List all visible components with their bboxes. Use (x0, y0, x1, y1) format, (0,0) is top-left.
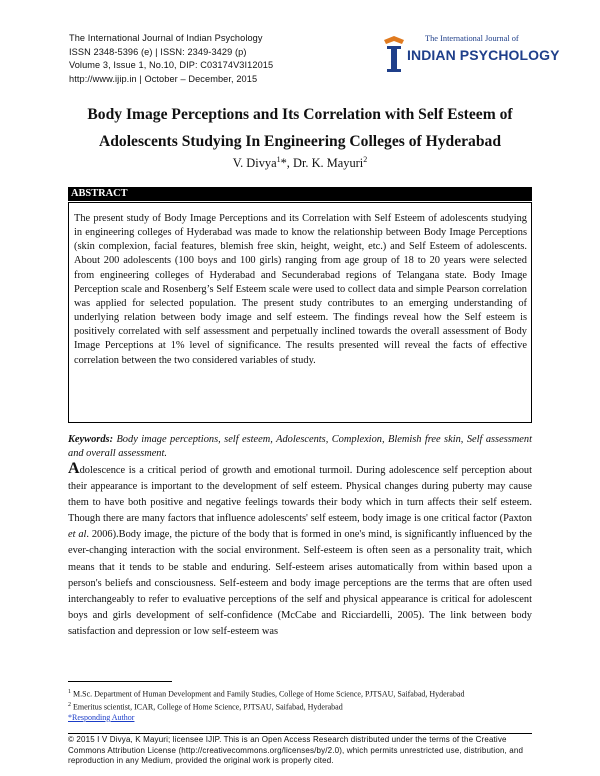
footnote-divider (68, 681, 172, 682)
footnote-1-text: M.Sc. Department of Human Development and Family Studies, College of Home Science, PJTSAU, Saifabad, Hyderabad (71, 689, 465, 699)
title-line-1: Body Image Perceptions and Its Correlation with Self Esteem of (87, 106, 513, 123)
keywords-label: Keywords: (68, 434, 114, 445)
keywords (68, 433, 532, 461)
abstract-box (68, 202, 532, 423)
issn-line: ISSN 2348-5396 (e) | ISSN: 2349-3429 (p) (69, 46, 247, 57)
responding-author-link[interactable]: *Responding Author (68, 712, 135, 722)
logo-small-text: The International Journal of (425, 34, 519, 43)
journal-name: The International Journal of Indian Psychology (69, 33, 263, 43)
keywords-text: Body image perceptions, self esteem, Adolescents, Complexion, Blemish free skin, Self assessment and overall assessment. (68, 434, 532, 460)
footnote-2 (68, 700, 532, 713)
volume-line: Volume 3, Issue 1, No.10, DIP: C03174V3I12015 (69, 60, 274, 71)
journal-logo (381, 30, 560, 76)
author-1: V. Divya (232, 156, 277, 171)
drop-cap: A (68, 460, 80, 477)
author-2-affiliation: 2 (363, 155, 368, 164)
footnote-2-marker: 2 (68, 701, 71, 708)
license-divider (68, 733, 532, 734)
et-al: et al (68, 529, 87, 541)
journal-header (69, 32, 273, 86)
title-line-2: Adolescents Studying In Engineering Colleges of Hyderabad (98, 133, 501, 150)
author-line (60, 155, 540, 171)
logo-emblem-icon (381, 34, 407, 74)
footnote-1 (68, 687, 532, 700)
footnote-2-text: Emeritus scientist, ICAR, College of Home Science, PJTSAU, Saifabad, Hyderabad (71, 702, 343, 712)
license-text: © 2015 I V Divya, K Mayuri; licensee IJIP. This is an Open Access Research distributed under the terms of the Creative Commons Attribution License (http://creativecommons.org/licenses/by/2.0), which permits unrestricted use, distribution, and reproduction in any Medium, provided the original work is properly cited. (68, 735, 524, 766)
corresponding-star: * (280, 156, 287, 171)
author-separator: , (286, 156, 293, 171)
logo-big-text: INDIAN PSYCHOLOGY (407, 47, 560, 63)
body-text-part-1: dolescence is a critical period of growth and emotional turmoil. During adolescence self perception about their appearance is important to the development of self esteem. Physical changes during puberty may cause them to have both positive and negative feelings towards their body which in turn affects their self esteem. Though there are many factors that influence adolescents' self esteem, body image is one critical factor (Paxton (68, 465, 532, 525)
body-paragraph (68, 461, 532, 640)
footnote-1-marker: 1 (68, 689, 71, 695)
author-2: Dr. K. Mayuri (293, 156, 364, 171)
abstract-text: The present study of Body Image Perceptions and its Correlation with Self Esteem of adolescents studying in engineering colleges of Hyderabad was made to know the relationship between Body Image Perceptions (skin complexion, facial features, blemish free skin, height, weight, etc.) and Self Esteem of adolescents. About 200 adolescents (100 boys and 100 girls) ranging from age group of 18 to 20 years were selected from engineering colleges of Hyderabad and Secunderabad regions of Telangana state. Body Image Perception scale and Rosenberg’s Self Esteem scale were used to collect data and simple Pearson correlation was applied for selected population. The present study contributes to an emerging understanding of underlying relation between body image and self esteem. The findings reveal how the Self esteem is positively correlated with self assessment and perpetually inclined towards the overall assessment of Body Image Perceptions at 1% level of significance. The results presented will reveal the facts of effective correlation between the two considered variables of study. (74, 213, 527, 366)
abstract-heading: ABSTRACT (68, 187, 532, 201)
footnotes (68, 687, 532, 723)
url-date-line: http://www.ijip.in | October – December, 2015 (69, 73, 258, 84)
author-1-affiliation: 1 (276, 155, 281, 164)
paper-title (60, 101, 540, 155)
body-text-part-2: . 2006).Body image, the picture of the body that is formed in one's mind, is significantly influenced by the ever-changing interaction with the social environment. Self-esteem is often seen as a personality trait, which means that it tends to be stable and enduring. Self-esteem arises automatically from within based upon a person's beliefs and consciousness. Self-esteem and body image perceptions are the terms that are often used interchangeably to refer to evaluative perceptions of the self and physical appearance is critical for adolescent boys and girls development of self-confidence (McCabe and Ricciardelli, 2005). The link between body satisfaction and depression or low self-esteem was (68, 529, 532, 637)
